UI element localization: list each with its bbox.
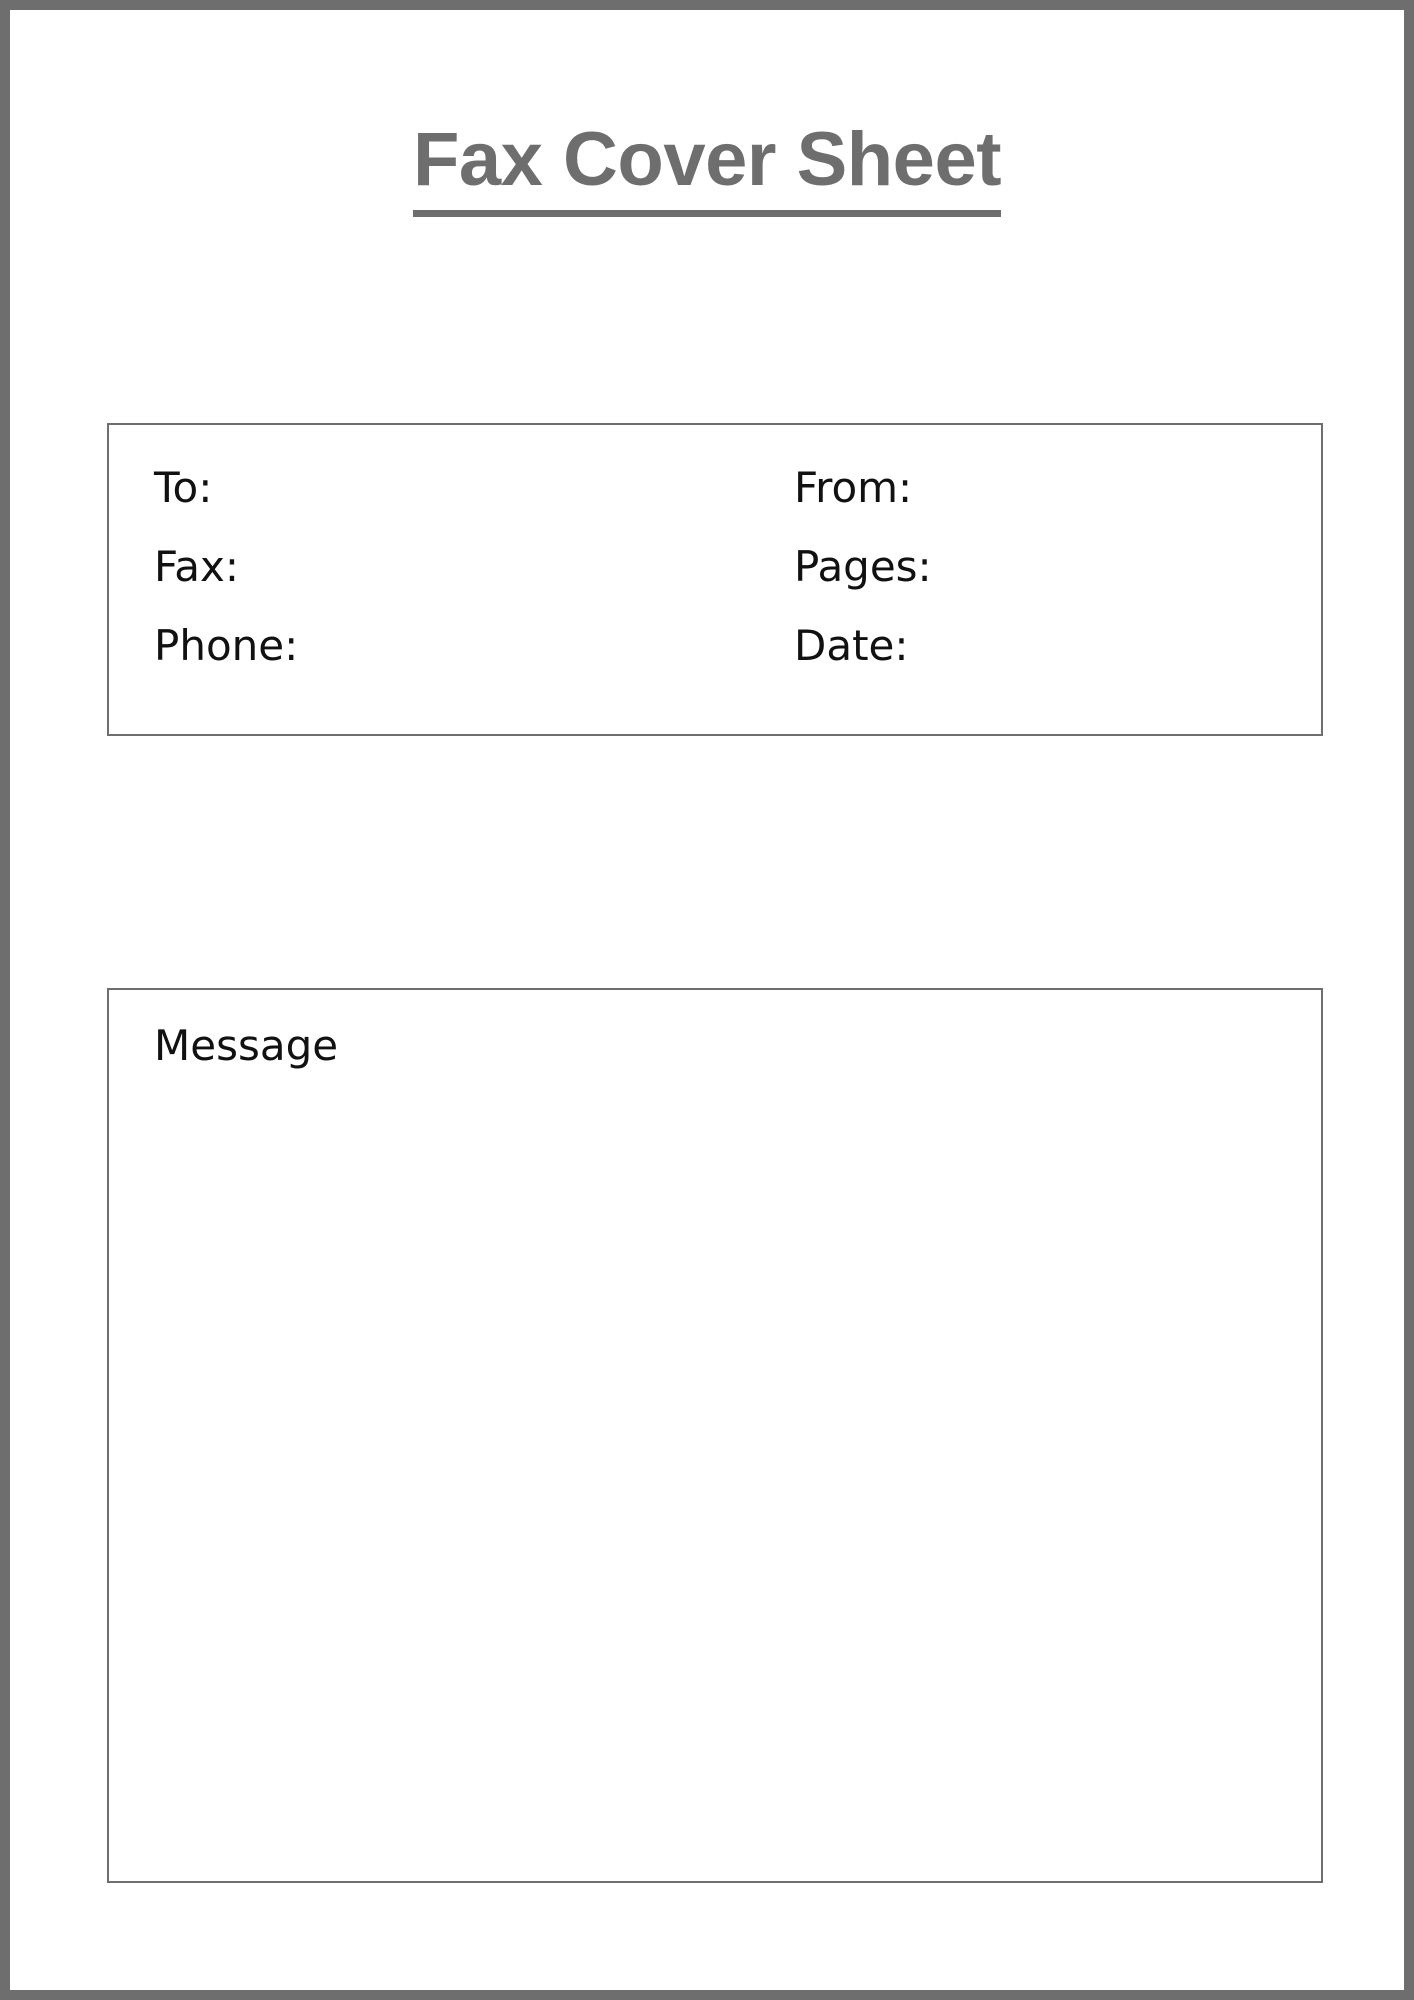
- header-row-3: [154, 621, 1321, 704]
- field-label-from: From:: [794, 463, 913, 512]
- header-row-1: [154, 463, 1321, 546]
- message-label: Message: [154, 1021, 339, 1070]
- page-title: Fax Cover Sheet: [413, 118, 1001, 217]
- page-title-container: [10, 118, 1404, 217]
- field-label-fax: Fax:: [154, 542, 240, 591]
- header-info-box: [107, 423, 1323, 736]
- header-row-2: [154, 542, 1321, 625]
- field-label-date: Date:: [794, 621, 909, 670]
- field-label-phone: Phone:: [154, 621, 299, 670]
- header-field-grid: [154, 463, 1321, 704]
- sheet-body: [10, 10, 1404, 1990]
- field-label-pages: Pages:: [794, 542, 932, 591]
- message-box: [107, 988, 1323, 1883]
- field-label-to: To:: [154, 463, 213, 512]
